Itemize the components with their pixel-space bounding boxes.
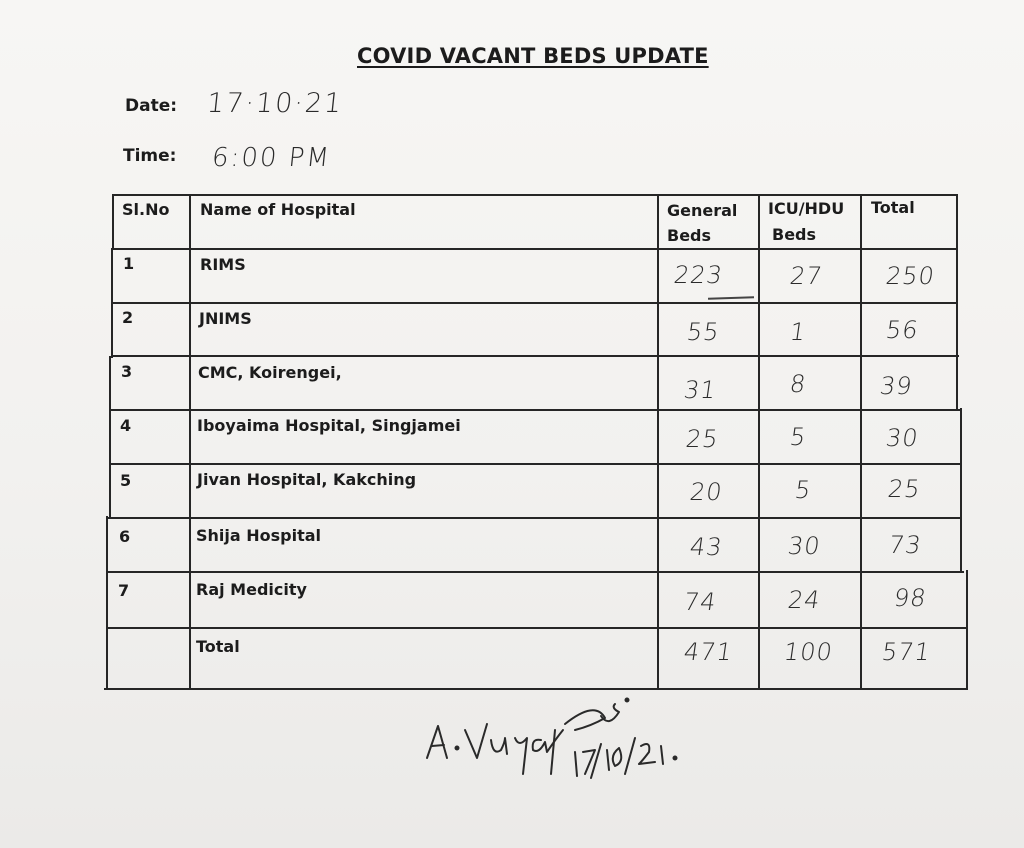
row-total: 56 — [884, 316, 921, 344]
row-hospital-name: Jivan Hospital, Kakching — [197, 470, 417, 489]
row-slno: 4 — [120, 416, 132, 435]
table-line — [109, 463, 961, 465]
time-value: 6:00 PM — [210, 143, 333, 173]
table-line — [112, 194, 114, 250]
table-line — [860, 194, 862, 689]
table-line — [657, 194, 659, 689]
row-general-beds: 55 — [685, 318, 722, 346]
table-line — [112, 302, 958, 304]
header-slno: Sl.No — [122, 200, 170, 219]
table-line — [112, 248, 957, 250]
time-label: Time: — [123, 146, 177, 166]
total-general-beds: 471 — [682, 638, 735, 666]
table-line — [112, 194, 957, 196]
row-slno: 2 — [122, 308, 134, 327]
table-line — [960, 408, 962, 572]
row-total: 25 — [886, 475, 923, 503]
row-icu-beds: 30 — [786, 532, 823, 560]
row-general-beds: 43 — [688, 533, 725, 561]
header-icu: ICU/HDU — [768, 199, 845, 218]
row-general-beds: 223 — [672, 261, 725, 289]
row-icu-beds: 5 — [788, 423, 809, 451]
row-hospital-name: Iboyaima Hospital, Singjamei — [197, 416, 461, 435]
table-line — [106, 627, 966, 629]
date-value: 17·10·21 — [205, 88, 345, 119]
table-line — [966, 570, 968, 689]
table-line — [111, 355, 959, 357]
row-slno: 7 — [118, 581, 130, 600]
row-total: 98 — [892, 584, 929, 612]
header-icu-beds: Beds — [772, 225, 817, 244]
table-line — [108, 517, 962, 519]
row-slno: 6 — [119, 527, 131, 546]
header-total: Total — [871, 198, 915, 217]
row-hospital-name: Shija Hospital — [196, 526, 322, 545]
table-line — [106, 516, 108, 689]
signature — [405, 690, 705, 780]
total-beds: 571 — [880, 638, 933, 666]
pen-stroke — [708, 296, 754, 299]
row-hospital-name: CMC, Koirengei, — [198, 363, 342, 382]
row-icu-beds: 1 — [788, 318, 809, 346]
row-icu-beds: 5 — [793, 476, 814, 504]
row-slno: 3 — [121, 362, 133, 381]
row-total: 39 — [878, 372, 915, 400]
row-total: 73 — [887, 531, 924, 559]
table-line — [956, 194, 958, 410]
row-total: 250 — [884, 262, 937, 290]
table-line — [109, 356, 111, 518]
row-slno: 5 — [120, 471, 132, 490]
row-icu-beds: 24 — [786, 586, 823, 614]
table-line — [111, 248, 113, 358]
header-hospital-name: Name of Hospital — [200, 200, 356, 219]
row-hospital-name: Raj Medicity — [196, 580, 307, 599]
page-title: COVID VACANT BEDS UPDATE — [357, 44, 709, 68]
row-hospital-name: RIMS — [200, 255, 246, 274]
row-general-beds: 31 — [682, 376, 719, 404]
total-icu-beds: 100 — [782, 638, 835, 666]
table-line — [758, 194, 760, 689]
row-general-beds: 74 — [682, 588, 719, 616]
header-general-beds: Beds — [667, 226, 712, 245]
row-slno: 1 — [123, 254, 135, 273]
total-row-label: Total — [196, 637, 240, 656]
row-general-beds: 25 — [684, 425, 721, 453]
row-general-beds: 20 — [688, 478, 725, 506]
table-line — [110, 409, 960, 411]
row-hospital-name: JNIMS — [199, 309, 252, 328]
header-general: General — [667, 201, 738, 220]
row-icu-beds: 8 — [788, 370, 809, 398]
row-total: 30 — [884, 424, 921, 452]
date-label: Date: — [125, 96, 178, 116]
table-line — [189, 194, 191, 689]
table-line — [107, 571, 964, 573]
row-icu-beds: 27 — [788, 262, 825, 290]
